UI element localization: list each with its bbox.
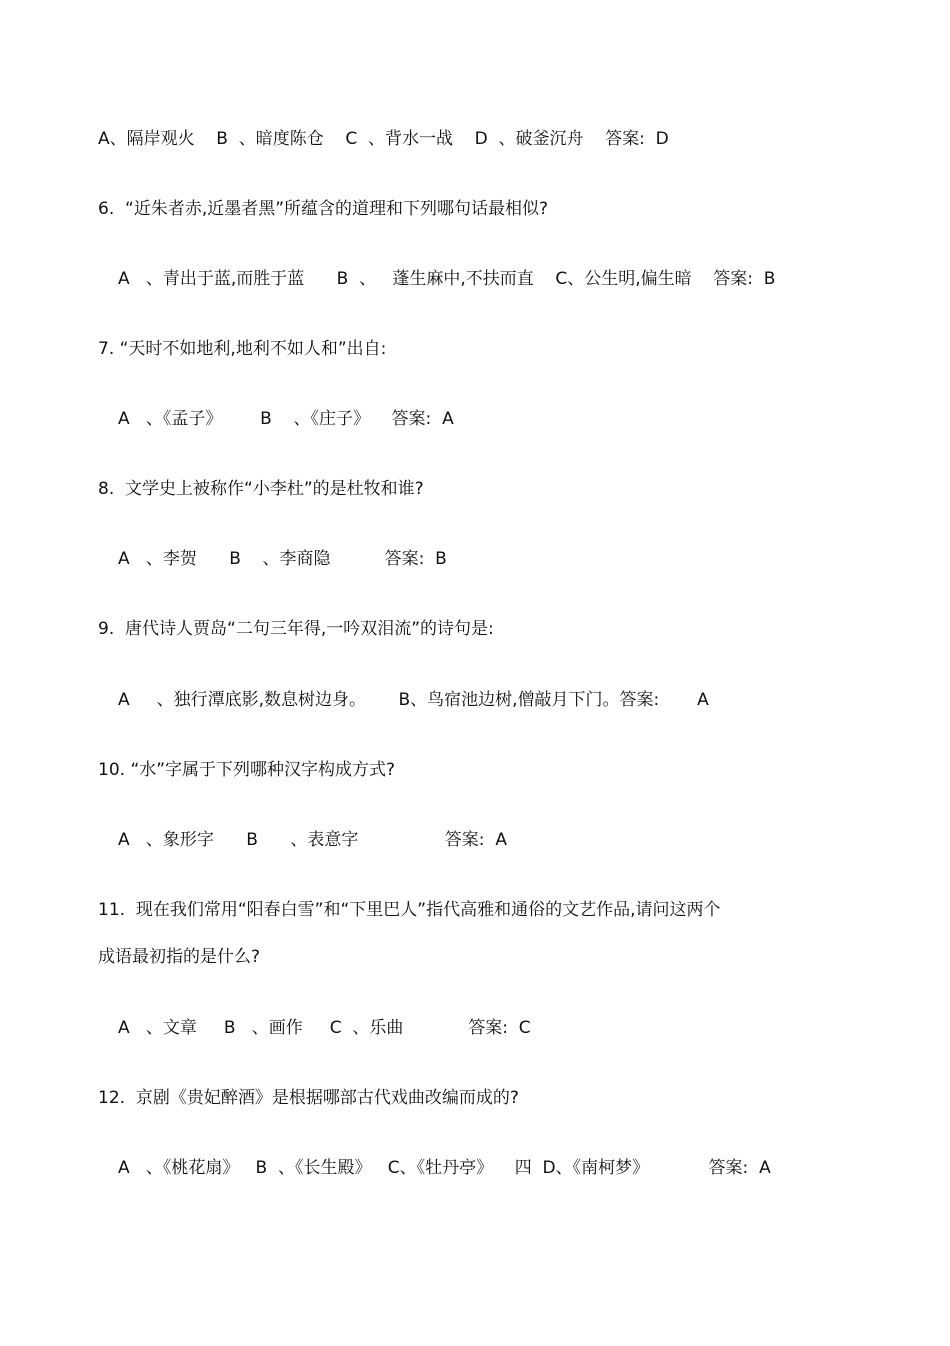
question-11-options: A 、文章 B 、画作 C 、乐曲 答案: C [118,1018,531,1038]
question-9-options: A 、独行潭底影,数息树边身。 B、鸟宿池边树,僧敲月下门。答案: A [118,690,709,710]
question-12-options: A 、《桃花扇》 B 、《长生殿》 C、《牡丹亭》 四 D、《南柯梦》 答案: A [118,1158,771,1178]
question-5-options: A、隔岸观火 B 、暗度陈仓 C 、背水一战 D 、破釜沉舟 答案: D [98,129,669,149]
question-8: 8. 文学史上被称作“小李杜”的是杜牧和谁? [98,479,424,499]
question-9: 9. 唐代诗人贾岛“二句三年得,一吟双泪流”的诗句是: [98,619,494,639]
question-7-options: A 、《孟子》 B 、《庄子》 答案: A [118,409,454,429]
question-6: 6. “近朱者赤,近墨者黑”所蕴含的道理和下列哪句话最相似? [98,199,549,219]
question-12: 12. 京剧《贵妃醉酒》是根据哪部古代戏曲改编而成的? [98,1088,519,1108]
question-7: 7. “天时不如地利,地利不如人和”出自: [98,339,387,359]
question-11-continued: 成语最初指的是什么? [98,947,261,967]
question-11: 11. 现在我们常用“阳春白雪”和“下里巴人”指代高雅和通俗的文艺作品,请问这两个 [98,900,721,920]
question-6-options: A 、青出于蓝,而胜于蓝 B 、 蓬生麻中,不扶而直 C、公生明,偏生暗 答案: B [118,269,776,289]
question-8-options: A 、李贺 B 、李商隐 答案: B [118,549,447,569]
question-10-options: A 、象形字 B 、表意字 答案: A [118,830,507,850]
question-10: 10. “水”字属于下列哪种汉字构成方式? [98,760,396,780]
